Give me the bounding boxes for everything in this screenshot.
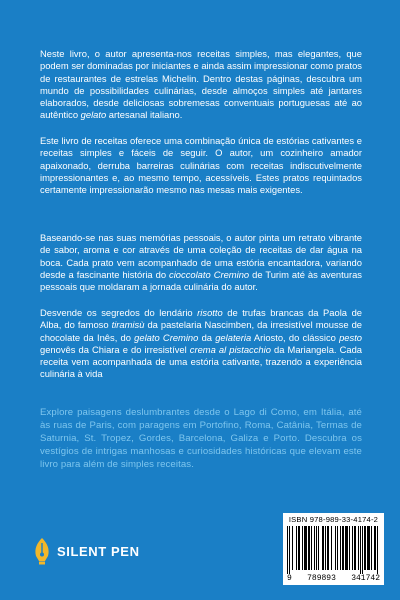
barcode-bar <box>318 526 319 570</box>
barcode-bar <box>302 526 303 570</box>
barcode-bar <box>304 526 307 570</box>
isbn-digits-right: 341742 <box>351 574 380 583</box>
isbn-digits-mid: 789893 <box>307 574 336 583</box>
synopsis-paragraph-1: Neste livro, o autor apresenta-nos receitas simples, mas elegantes, que podem ser dominadas por iniciantes e ainda assim impressionar como pratos de restaurantes de estrelas Michelin. Dentro destas páginas, descubra um mundo de possibilidades culinárias, desde almoços simples até jantares elaborados, desde deliciosas sobremesas conventuais portuguesas até ao autêntico gelato artesanal italiano. <box>40 48 362 121</box>
barcode-bar <box>316 526 317 570</box>
isbn-digit-left: 9 <box>287 574 292 583</box>
barcode-bar <box>337 526 338 570</box>
barcode-bar <box>296 526 297 570</box>
barcode-bar <box>358 526 359 570</box>
synopsis-paragraph-3: Baseando-se nas suas memórias pessoais, o autor pinta um retrato vibrante de sabor, aroma e cor através de uma coleção de receitas de dar água na boca. Cada prato vem acompanhado de uma estória encantadora, variando desde a fascinante história do cioccolato Cremino de Turim até às aventuras pessoais que moldaram a jornada culinária do autor. <box>40 232 362 293</box>
barcode-bar <box>289 526 290 574</box>
synopsis-paragraph-4: Desvende os segredos do lendário risotto de trufas brancas da Paola de Alba, do famoso tiramisù da pastelaria Nascimben, da irresistível mousse de chocolate da Inês, do gelato Cremino da gelateria Ariosto, do clássico pesto genovês da Chiara e do irresistível crema al pistacchio da Mariangela. Cada receita vem acompanhada de uma estória cativante, trazendo a experiência culinária à vida <box>40 307 363 380</box>
barcode-bar <box>322 526 324 570</box>
barcode-bar <box>308 526 310 570</box>
barcode-bar <box>354 526 356 570</box>
barcode-bars <box>287 526 380 574</box>
barcode-bar <box>331 526 332 570</box>
barcode-bar <box>314 526 315 570</box>
barcode-bar <box>340 526 341 570</box>
isbn-label: ISBN 978-989-33-4174-2 <box>288 515 379 524</box>
barcode-bar <box>327 526 329 570</box>
barcode-bar <box>362 526 363 574</box>
barcode-bar <box>325 526 326 570</box>
isbn-barcode <box>283 513 384 585</box>
barcode-bar <box>311 526 312 570</box>
barcode-bar <box>287 526 288 574</box>
barcode-bar <box>360 526 361 574</box>
synopsis-paragraph-2: Este livro de receitas oferece uma combinação única de estórias cativantes e receitas simples e fáceis de seguir. O autor, um cozinheiro amador apaixonado, derruba barreiras culinárias com receitas indiscutivelmente impressionantes e, ao mesmo tempo, acessíveis. Estes pratos requintados certamente impressionarão mesmo nas mesas mais exigentes. <box>40 135 362 196</box>
barcode-bar <box>367 526 370 570</box>
barcode-bar <box>377 526 378 574</box>
barcode-bar <box>345 526 348 570</box>
synopsis-paragraph-5: Explore paisagens deslumbrantes desde o Lago di Como, em Itália, até às ruas de Paris, com paragens em Portofino, Roma, Catânia, Termas de Saturnia, St. Tropez, Gordes, Barcelona, Galiza e Porto. Descubra os vestígios de intrigas manhosas e curiosidades históricas que elevam este livro para além de simples receitas. <box>40 407 362 470</box>
barcode-bar <box>349 526 350 570</box>
barcode-bar <box>335 526 336 570</box>
barcode-bar <box>371 526 372 570</box>
publisher-logo <box>32 537 140 565</box>
barcode-bar <box>298 526 300 570</box>
barcode-bar <box>374 526 376 570</box>
barcode-bar <box>292 526 293 570</box>
publisher-name: SILENT PEN <box>57 543 140 559</box>
barcode-bar <box>342 526 344 570</box>
fountain-pen-nib-icon <box>32 537 52 565</box>
barcode-bar <box>352 526 353 570</box>
barcode-bar <box>364 526 366 570</box>
isbn-digits <box>283 574 384 583</box>
